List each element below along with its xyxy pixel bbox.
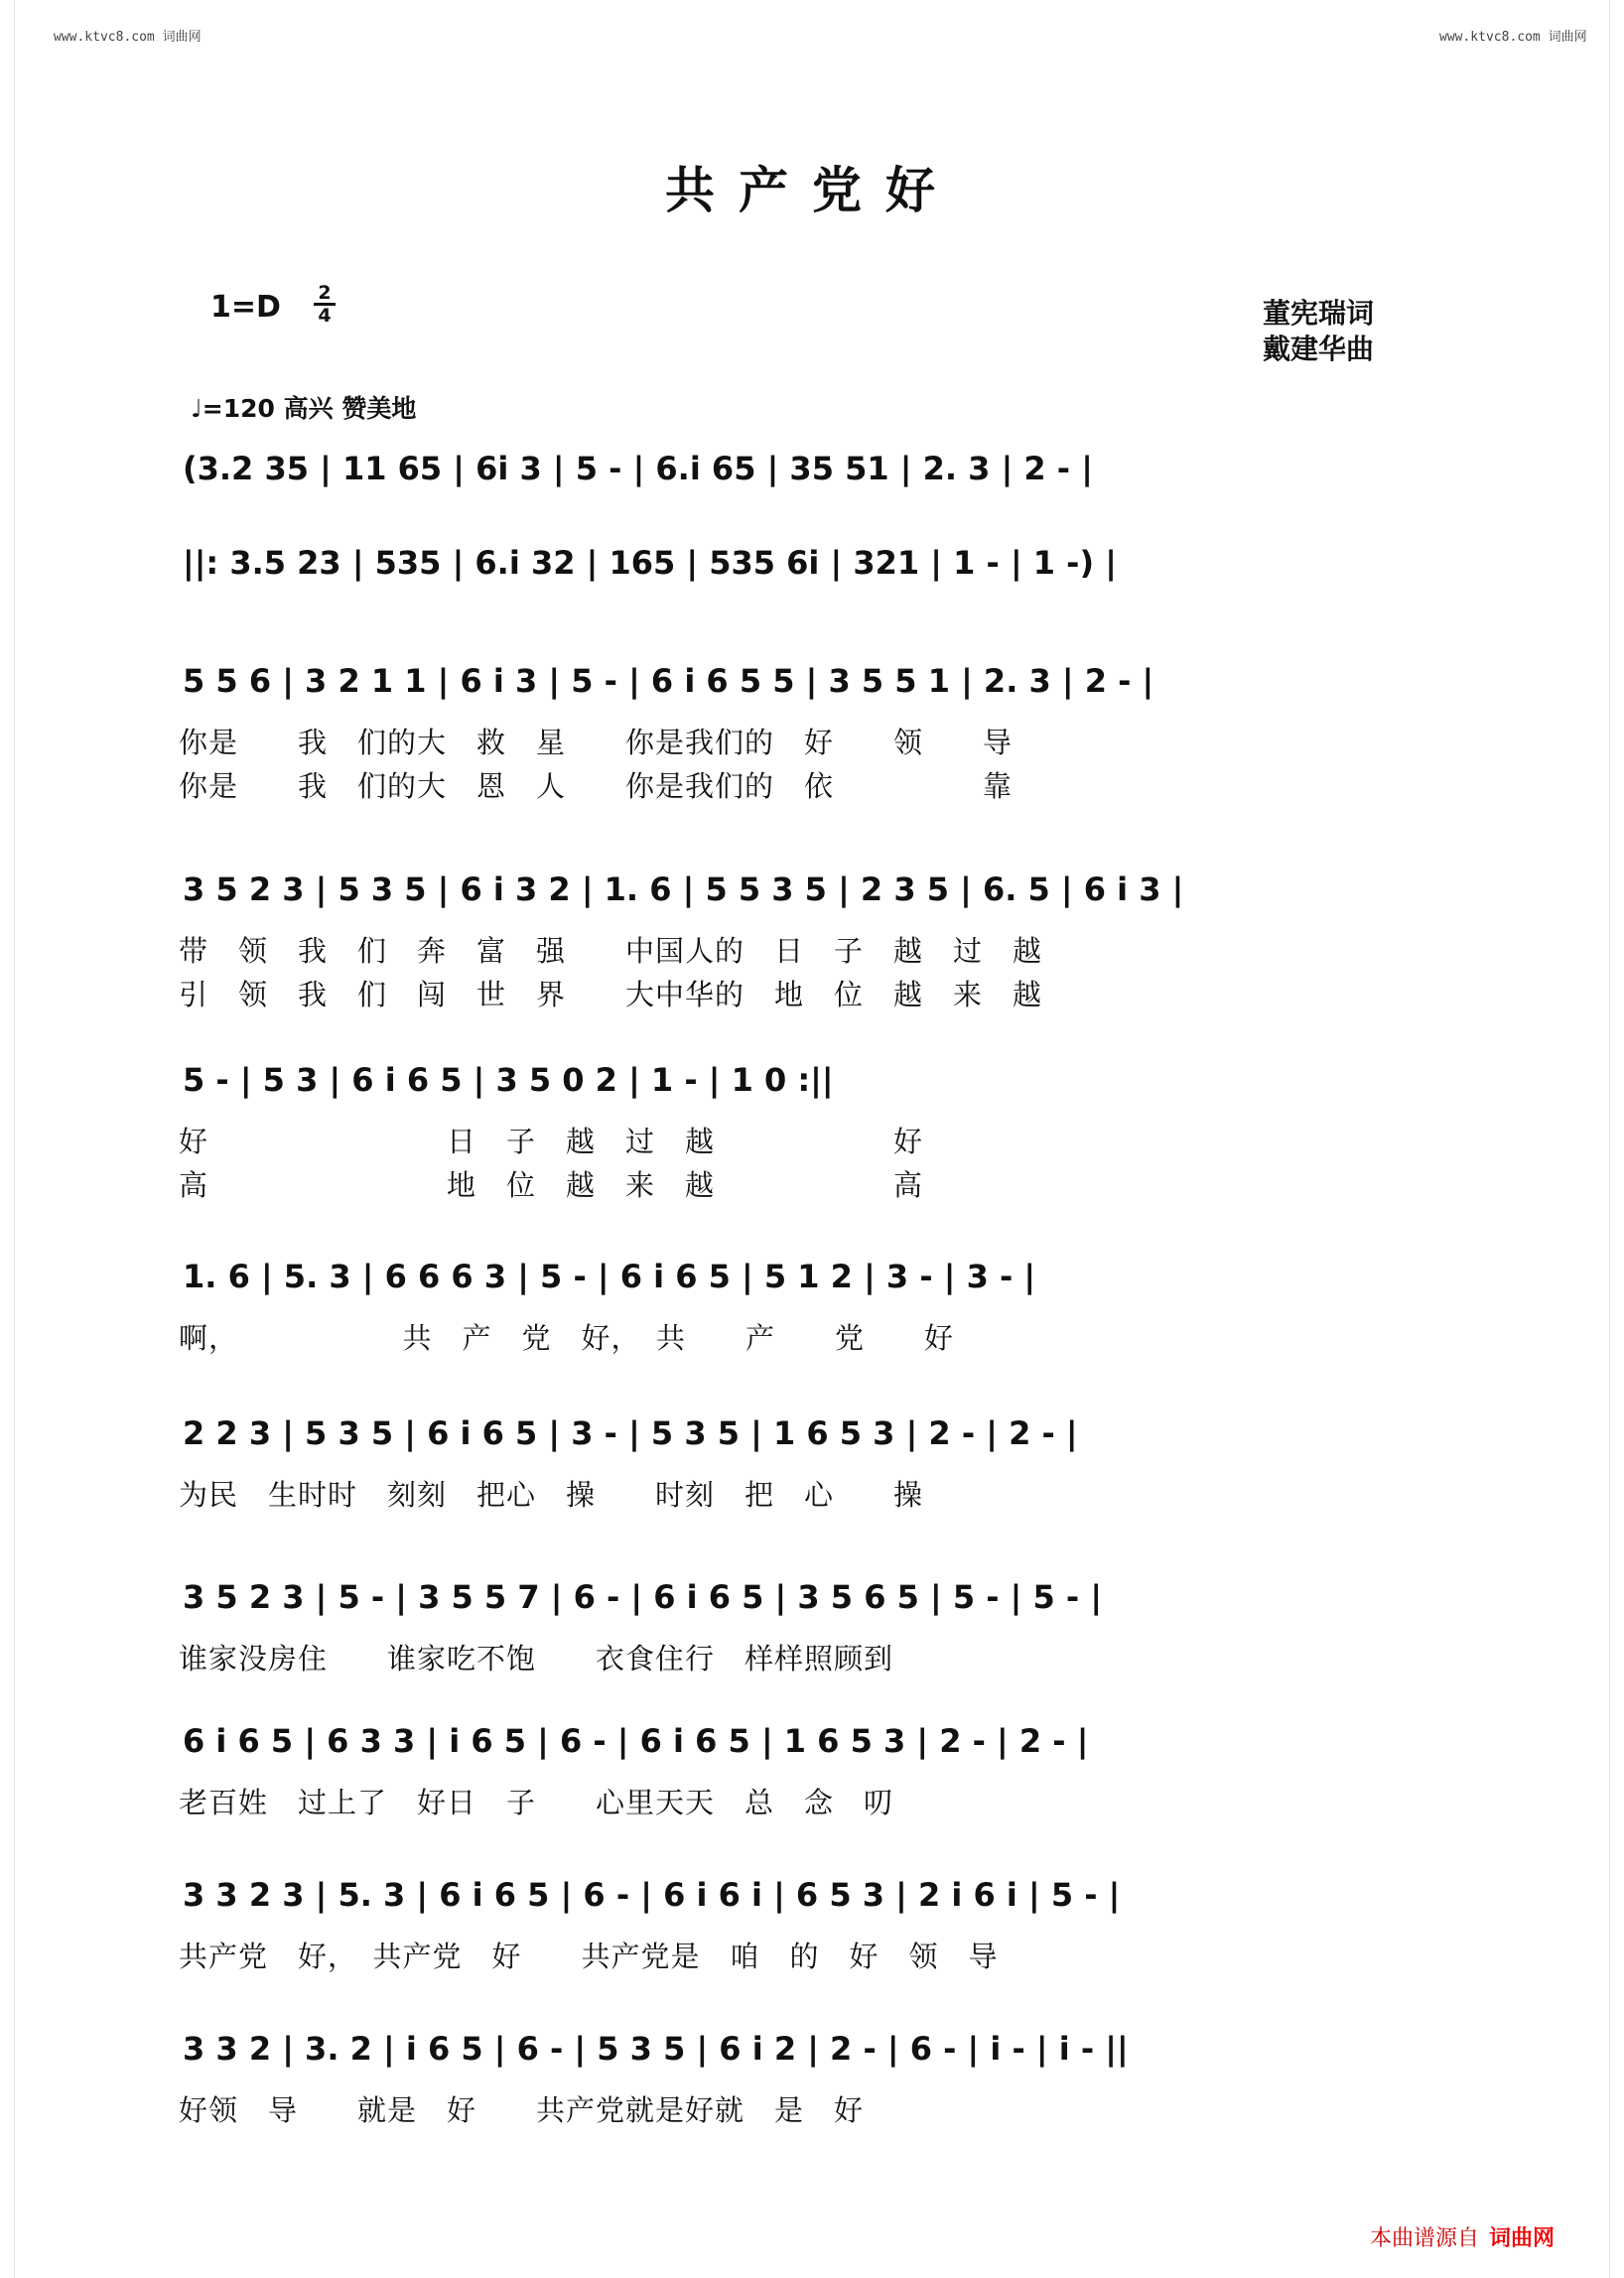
tempo-marking: ♩=120 高兴 赞美地 bbox=[191, 394, 417, 423]
lyric-line-1: 老百姓 过上了 好日 子 心里天天 总 念 叨 bbox=[179, 1786, 894, 1819]
header-site-right: www.ktvc8.com 词曲网 bbox=[1439, 30, 1587, 45]
right-margin-strip bbox=[1609, 0, 1624, 2278]
system-6 bbox=[179, 1253, 1449, 1362]
system-2 bbox=[179, 539, 1449, 604]
lyric-line-1: 好领 导 就是 好 共产党就是好就 是 好 bbox=[179, 2093, 865, 2127]
header-site-left: www.ktvc8.com 词曲网 bbox=[54, 30, 202, 45]
meter-top: 2 bbox=[318, 282, 332, 304]
notation-line: 3 5 2 3 | 5 - | 3 5 5 7 | 6 - | 6 i 6 5 | 3 5 6 5 | 5 - | 5 - | bbox=[183, 1578, 1102, 1616]
system-7 bbox=[179, 1409, 1449, 1519]
notation-line: (3.2 35 | 11 65 | 6i 3 | 5 - | 6.i 65 | 35 51 | 2. 3 | 2 - | bbox=[183, 450, 1093, 487]
song-title: 共产党好 bbox=[665, 161, 959, 219]
system-10 bbox=[179, 1871, 1449, 1980]
lyric-line-1: 为民 生时时 刻刻 把心 操 时刻 把 心 操 bbox=[179, 1478, 924, 1512]
notation-line: 5 - | 5 3 | 6 i 6 5 | 3 5 0 2 | 1 - | 1 0 :|| bbox=[183, 1061, 834, 1099]
lyric-line-2: 你是 我 们的大 恩 人 你是我们的 依 靠 bbox=[179, 769, 1014, 803]
system-3 bbox=[179, 657, 1449, 810]
lyric-line-1: 带 领 我 们 奔 富 强 中国人的 日 子 越 过 越 bbox=[179, 934, 1043, 968]
notation-line: ||: 3.5 23 | 535 | 6.i 32 | 165 | 535 6i | 321 | 1 - | 1 -) | bbox=[183, 544, 1117, 582]
system-8 bbox=[179, 1573, 1449, 1682]
lyricist: 董宪瑞词 bbox=[1263, 297, 1375, 330]
system-4 bbox=[179, 866, 1449, 1018]
lyric-line-1: 你是 我 们的大 救 星 你是我们的 好 领 导 bbox=[179, 726, 1014, 759]
system-1 bbox=[179, 445, 1449, 510]
notation-line: 3 3 2 | 3. 2 | i 6 5 | 6 - | 5 3 5 | 6 i 2 | 2 - | 6 - | i - | i - || bbox=[183, 2030, 1129, 2068]
notation-line: 5 5 6 | 3 2 1 1 | 6 i 3 | 5 - | 6 i 6 5 5 | 3 5 5 1 | 2. 3 | 2 - | bbox=[183, 662, 1154, 700]
notation-line: 1. 6 | 5. 3 | 6 6 6 3 | 5 - | 6 i 6 5 | 5 1 2 | 3 - | 3 - | bbox=[183, 1258, 1036, 1295]
composer: 戴建华曲 bbox=[1263, 333, 1375, 365]
footer-brand-link[interactable]: 词曲网 bbox=[1489, 2226, 1556, 2251]
footer-source-text: 本曲谱源自 bbox=[1370, 2226, 1480, 2251]
system-9 bbox=[179, 1717, 1449, 1826]
meter-bottom: 4 bbox=[318, 305, 332, 327]
lyric-line-1: 好 日 子 越 过 越 好 bbox=[179, 1125, 924, 1158]
lyric-line-1: 谁家没房住 谁家吃不饱 衣食住行 样样照顾到 bbox=[179, 1642, 894, 1675]
left-margin-strip bbox=[0, 0, 15, 2278]
credits bbox=[1263, 296, 1374, 367]
time-signature bbox=[314, 284, 336, 325]
notation-line: 6 i 6 5 | 6 3 3 | i 6 5 | 6 - | 6 i 6 5 | 1 6 5 3 | 2 - | 2 - | bbox=[183, 1722, 1089, 1760]
system-11 bbox=[179, 2025, 1449, 2134]
key-signature: 1=D bbox=[210, 290, 281, 325]
lyric-line-1: 共产党 好， 共产党 好 共产党是 咱 的 好 领 导 bbox=[179, 1940, 999, 1973]
notation-line: 3 5 2 3 | 5 3 5 | 6 i 3 2 | 1. 6 | 5 5 3 5 | 2 3 5 | 6. 5 | 6 i 3 | bbox=[183, 871, 1184, 908]
notation-line: 3 3 2 3 | 5. 3 | 6 i 6 5 | 6 - | 6 i 6 i | 6 5 3 | 2 i 6 i | 5 - | bbox=[183, 1876, 1121, 1914]
system-5 bbox=[179, 1056, 1449, 1209]
notation-line: 2 2 3 | 5 3 5 | 6 i 6 5 | 3 - | 5 3 5 | 1 6 5 3 | 2 - | 2 - | bbox=[183, 1414, 1078, 1452]
lyric-line-2: 高 地 位 越 来 越 高 bbox=[179, 1168, 924, 1202]
lyric-line-1: 啊， 共 产 党 好， 共 产 党 好 bbox=[179, 1321, 955, 1355]
lyric-line-2: 引 领 我 们 闯 世 界 大中华的 地 位 越 来 越 bbox=[179, 978, 1043, 1011]
footer-source bbox=[1370, 2221, 1555, 2252]
